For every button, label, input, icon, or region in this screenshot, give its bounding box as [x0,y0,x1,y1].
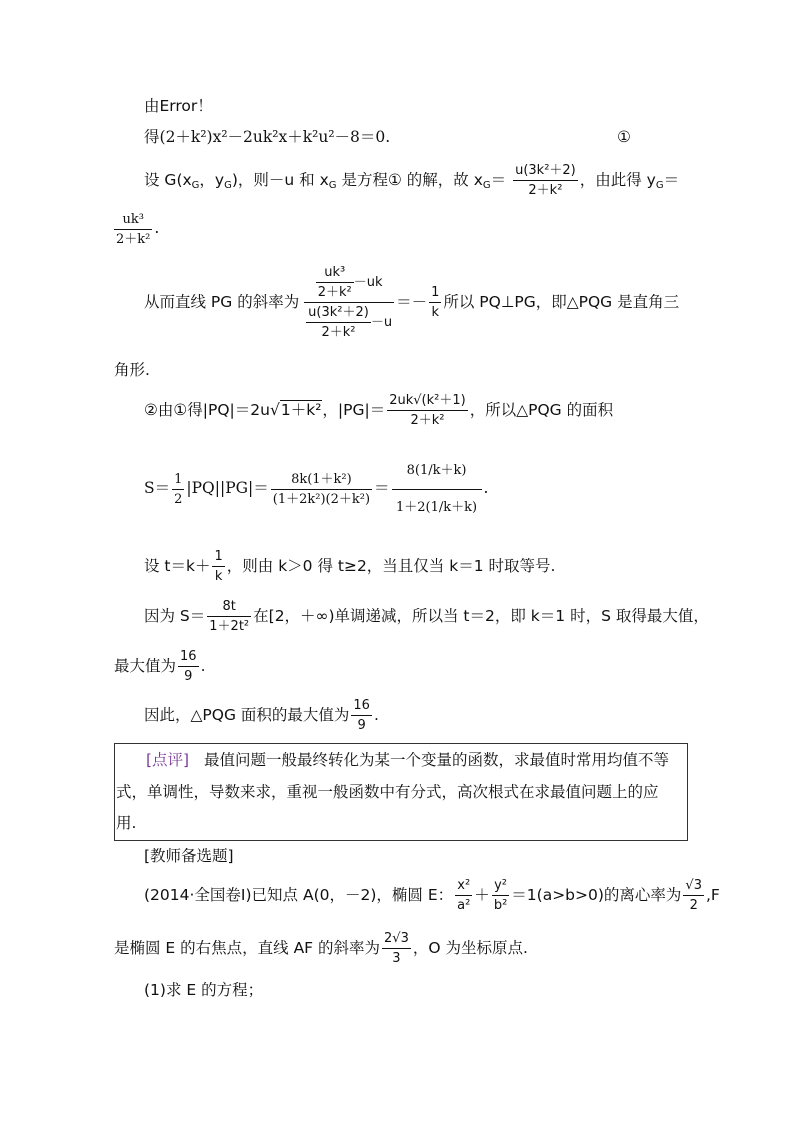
equation-line-2 [144,127,390,147]
comment-line-1: [点评] 最值问题一般最终转化为某一个变量的函数，求最值时常用均值不等 [146,751,670,769]
error-text: 由Error！ [144,97,213,115]
fraction-y2-b2: $\frac{\text{y²}}{\text{b²}}$ [493,878,508,913]
prefix-de: 得 [144,128,160,146]
max-value-line: 最大值为 $\frac{16}{9}$ . [114,649,206,684]
fraction-yg-line: $\frac{\text{uk³}}{\text{2＋k²}}$ . [116,211,160,247]
comment-line-3: 用. [116,814,137,832]
comment-line-2: 式，单调性，导数来求，重视一般函数中有分式，高次根式在求最值问题上的应 [116,783,659,801]
slope-line: 从而直线 PG 的斜率为 $\frac{\text{uk³}}{\text{2＋k²}}$ －uk $\frac{\text{u(3k²＋2)}}{\text{2＋k²}}$ －u ＝－ $\frac{1}{k}$ 所以 PQ⊥PG，即△PQG 是直角三 [144,265,680,340]
fraction-2sqrt3-3: $\frac{2√3}{3}$ [384,931,409,966]
text-line-1 [144,96,213,116]
slope-compound-fraction: $\frac{\text{uk³}}{\text{2＋k²}}$ －uk $\frac{\text{u(3k²＋2)}}{\text{2＋k²}}$ －u [304,263,394,342]
teacher-line-3: (1)求 E 的方程； [144,981,264,999]
comment-tag: [点评] [146,751,190,769]
monotonic-line: 因为 S＝ $\frac{8t}{\text{1＋2t²}}$ 在[2，＋∞)单调递减，所以当 t＝2，即 k＝1 时，S 取得最大值， [144,599,709,634]
fraction-one-over-k: $\frac{1}{k}$ [214,549,223,584]
substitution-line: 设 t＝k＋ $\frac{1}{k}$ ，则由 k＞0 得 t≥2，当且仅当 k＝1 时取等号. [144,549,556,584]
fraction-neg-one-over-k: $\frac{1}{k}$ [431,285,440,320]
text-line-6: 角形. [114,361,150,379]
quadratic-equation: (2＋k²)x²－2uk²x＋k²u²－8＝0. [159,128,391,146]
teacher-line-1: (2014·全国卷Ⅰ)已知点 A(0，－2)，椭圆 E： $\frac{\text{x²}}{\text{a²}}$ ＋ $\frac{\text{y²}}{\text{b²}}$ ＝1(a>b>0)的离心率为 $\frac{√3}{2}$ ,F [144,878,720,913]
area-formula-line: S＝ $\frac{1}{2}$ |PQ||PG|＝ $\frac{\text{8k(1＋k²)}}{\text{(1＋2k²)(2＋k²)}}$ ＝ $\frac{8(1/k+k)}{1+2(1/k+k)}$ . [144,448,488,528]
fraction-yg: $\frac{\text{uk³}}{\text{2＋k²}}$ [116,211,151,247]
text-line-3: 设 $G(x_G$，$y_G$)，则－u 和 $x_G$ 是方程① 的解，故 $x_G=$ $\frac{\text{u(3k²＋2)}}{\text{2＋k²}}$ ，由此得 $y_G=$ [144,163,680,198]
fraction-s-of-t: $\frac{8t}{\text{1＋2t²}}$ [209,599,250,634]
fraction-area-1: $\frac{\text{8k(1＋k²)}}{\text{(1＋2k²)(2＋k²)}}$ [272,471,371,507]
fraction-xg: $\frac{\text{u(3k²＋2)}}{\text{2＋k²}}$ [515,163,576,198]
fraction-sixteen-ninths: $\frac{16}{9}$ [180,649,197,684]
fraction-pg: $\frac{\text{2uk√(k²＋1)}}{\text{2＋k²}}$ [389,393,466,428]
fraction-half: $\frac{1}{2}$ [174,471,183,507]
teacher-title: [教师备选题] [144,847,234,865]
teacher-line-2: 是椭圆 E 的右焦点，直线 AF 的斜率为 $\frac{2√3}{3}$ ，O 为坐标原点. [114,931,528,966]
fraction-sqrt3-2: $\frac{√3}{2}$ [685,878,702,913]
fraction-area-2: $\frac{8(1/k+k)}{1+2(1/k+k)}$ [392,453,482,526]
conclusion-line: 因此，△PQG 面积的最大值为 $\frac{16}{9}$ . [144,698,379,733]
text-line-7: ②由①得|PQ|＝2u√1＋k²，|PG|＝ $\frac{\text{2uk√(k²＋1)}}{\text{2＋k²}}$ ，所以△PQG 的面积 [144,393,614,428]
fraction-sixteen-ninths-2: $\frac{16}{9}$ [353,698,370,733]
equation-marker: ① [617,128,631,146]
fraction-x2-a2: $\frac{\text{x²}}{\text{a²}}$ [457,878,471,913]
